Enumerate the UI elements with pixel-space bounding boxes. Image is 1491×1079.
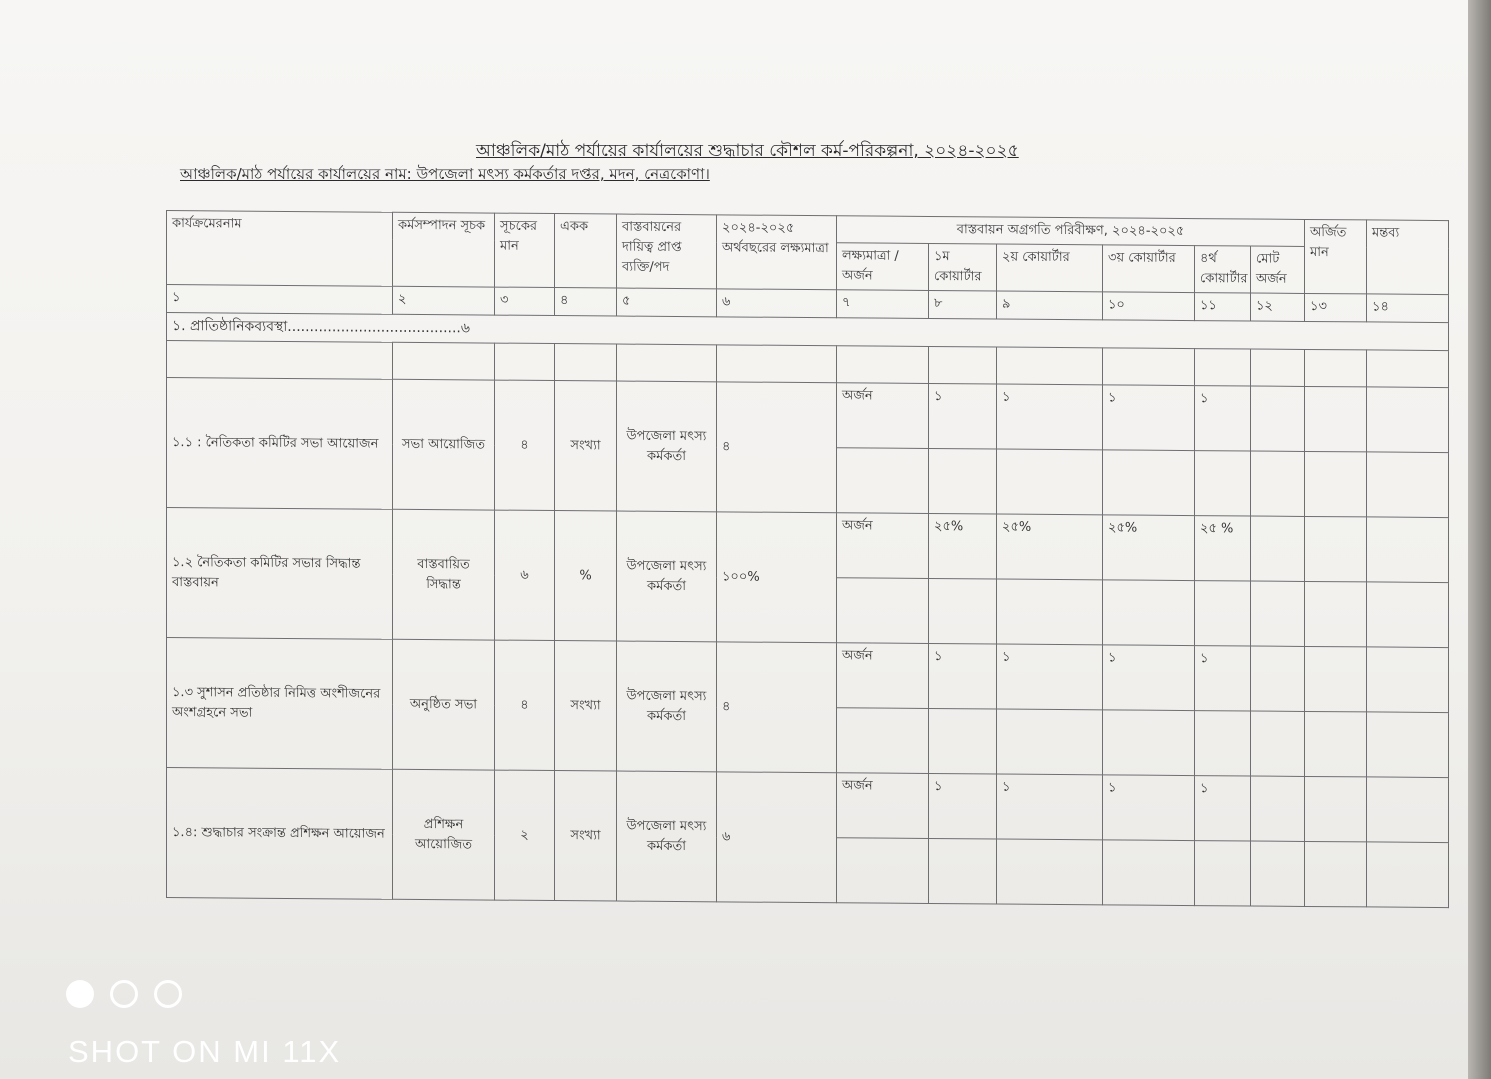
empty-cell bbox=[1103, 450, 1195, 516]
q4-achievement: ১ bbox=[1195, 646, 1251, 711]
dot-filled-icon bbox=[66, 980, 94, 1008]
empty-cell bbox=[1251, 711, 1305, 776]
empty-cell bbox=[929, 579, 997, 645]
empty-cell bbox=[997, 579, 1103, 645]
empty-cell bbox=[1367, 452, 1449, 518]
column-number: ৭ bbox=[837, 290, 929, 318]
empty-cell bbox=[1103, 840, 1195, 906]
responsible-person: উপজেলা মৎস্য কর্মকর্তা bbox=[617, 511, 717, 642]
annual-target: ৪ bbox=[717, 642, 837, 773]
activity-row bbox=[167, 508, 1449, 583]
empty-cell bbox=[1367, 712, 1449, 778]
empty-cell bbox=[1305, 452, 1367, 517]
achievement-label: অর্জন bbox=[837, 773, 929, 839]
responsible-person: উপজেলা মৎস্য কর্মকর্তা bbox=[617, 641, 717, 772]
indicator-value: ৪ bbox=[495, 640, 555, 770]
achieved-value-cell bbox=[1305, 777, 1367, 842]
q3-achievement: ২৫% bbox=[1103, 515, 1195, 581]
q4-achievement: ১ bbox=[1195, 386, 1251, 451]
empty-cell bbox=[1195, 451, 1251, 516]
empty-cell bbox=[1251, 841, 1305, 906]
q4-achievement: ১ bbox=[1195, 776, 1251, 841]
unit: সংখ্যা bbox=[555, 771, 617, 901]
achievement-label: অর্জন bbox=[837, 383, 929, 449]
section-title: ১. প্রাতিষ্ঠানিকব্যবস্থা.......................................৬ bbox=[167, 312, 1449, 351]
header-progress-group: বাস্তবায়ন অগ্রগতি পরিবীক্ষণ, ২০২৪-২০২৫ bbox=[837, 216, 1305, 247]
activity-name: ১.৩ সুশাসন প্রতিষ্ঠার নিমিত্ত অংশীজনের অংশগ্রহনে সভা bbox=[167, 638, 393, 770]
empty-cell bbox=[1195, 711, 1251, 776]
q1-achievement: ১ bbox=[929, 774, 997, 840]
dot-outline-icon bbox=[154, 980, 182, 1008]
header-q3: ৩য় কোয়ার্টার bbox=[1103, 245, 1195, 293]
remarks-cell bbox=[1367, 387, 1449, 453]
activity-row bbox=[167, 638, 1449, 713]
header-remarks: মন্তব্য bbox=[1367, 220, 1449, 295]
empty-cell bbox=[1103, 580, 1195, 646]
activity-name: ১.৪: শুদ্ধাচার সংক্রান্ত প্রশিক্ষন আয়োজন bbox=[167, 768, 393, 900]
indicator-value: ২ bbox=[495, 770, 555, 900]
q2-achievement: ১ bbox=[997, 384, 1103, 450]
empty-cell bbox=[1103, 710, 1195, 776]
header-achieved-value: অর্জিত মান bbox=[1305, 219, 1367, 294]
empty-cell bbox=[1305, 712, 1367, 777]
annual-target: ৪ bbox=[717, 382, 837, 513]
empty-cell bbox=[1251, 581, 1305, 646]
column-number: ১১ bbox=[1195, 293, 1251, 321]
empty-cell bbox=[1305, 582, 1367, 647]
header-q1: ১ম কোয়ার্টার bbox=[929, 244, 997, 292]
total-achievement-cell bbox=[1251, 646, 1305, 711]
q4-achievement: ২৫ % bbox=[1195, 516, 1251, 581]
empty-cell bbox=[1195, 581, 1251, 646]
header-q4: ৪র্থ কোয়ার্টার bbox=[1195, 246, 1251, 294]
q1-achievement: ২৫% bbox=[929, 514, 997, 580]
remarks-cell bbox=[1367, 647, 1449, 713]
achieved-value-cell bbox=[1305, 517, 1367, 582]
q3-achievement: ১ bbox=[1103, 775, 1195, 841]
activity-row bbox=[167, 378, 1449, 453]
achieved-value-cell bbox=[1305, 387, 1367, 452]
indicator-value: ৬ bbox=[495, 510, 555, 640]
document-title: আঞ্চলিক/মাঠ পর্যায়ের কার্যালয়ের শুদ্ধাচার কৌশল কর্ম-পরিকল্পনা, ২০২৪-২০২৫ bbox=[476, 141, 1019, 161]
empty-cell bbox=[1305, 842, 1367, 907]
empty-cell bbox=[1251, 451, 1305, 516]
performance-indicator: প্রশিক্ষন আয়োজিত bbox=[393, 770, 495, 901]
remarks-cell bbox=[1367, 517, 1449, 583]
total-achievement-cell bbox=[1251, 516, 1305, 581]
performance-indicator: অনুষ্ঠিত সভা bbox=[393, 640, 495, 771]
unit: সংখ্যা bbox=[555, 641, 617, 771]
empty-cell bbox=[837, 708, 929, 774]
empty-cell bbox=[837, 838, 929, 904]
performance-indicator: বাস্তবায়িত সিদ্ধান্ত bbox=[393, 510, 495, 641]
header-target-achievement: লক্ষ্যমাত্রা / অর্জন bbox=[837, 243, 929, 291]
activity-name: ১.১ : নৈতিকতা কমিটির সভা আয়োজন bbox=[167, 378, 393, 510]
header-responsible: বাস্তবায়নের দায়িত্ব প্রাপ্ত ব্যক্তি/পদ bbox=[617, 214, 717, 289]
annual-target: ৬ bbox=[717, 772, 837, 903]
empty-cell bbox=[929, 709, 997, 775]
dot-outline-icon bbox=[110, 980, 138, 1008]
column-number: ৯ bbox=[997, 291, 1103, 319]
office-name-line: আঞ্চলিক/মাঠ পর্যায়ের কার্যালয়ের নাম: উপজেলা মৎস্য কর্মকর্তার দপ্তর, মদন, নেত্রকোণা। bbox=[180, 165, 710, 183]
unit: % bbox=[555, 511, 617, 641]
header-activity: কার্যক্রমেরনাম bbox=[167, 211, 393, 287]
empty-cell bbox=[837, 448, 929, 514]
empty-cell bbox=[1195, 841, 1251, 906]
column-number: ৪ bbox=[555, 288, 617, 316]
column-number: ১ bbox=[167, 285, 393, 314]
achievement-label: অর্জন bbox=[837, 643, 929, 709]
activity-name: ১.২ নৈতিকতা কমিটির সভার সিদ্ধান্ত বাস্তবায়ন bbox=[167, 508, 393, 640]
empty-cell bbox=[837, 578, 929, 644]
empty-cell bbox=[929, 449, 997, 515]
header-total-achievement: মোট অর্জন bbox=[1251, 246, 1305, 294]
camera-dots bbox=[66, 980, 182, 1008]
q2-achievement: ২৫% bbox=[997, 514, 1103, 580]
q1-achievement: ১ bbox=[929, 384, 997, 450]
column-number: ৬ bbox=[717, 289, 837, 317]
column-number: ১৩ bbox=[1305, 294, 1367, 322]
total-achievement-cell bbox=[1251, 776, 1305, 841]
empty-cell bbox=[997, 839, 1103, 905]
action-plan-table bbox=[166, 210, 1449, 908]
column-number: ৫ bbox=[617, 288, 717, 316]
column-number: ১৪ bbox=[1367, 294, 1449, 322]
performance-indicator: সভা আয়োজিত bbox=[393, 380, 495, 511]
empty-cell bbox=[997, 449, 1103, 515]
column-number: ৮ bbox=[929, 291, 997, 319]
achievement-label: অর্জন bbox=[837, 513, 929, 579]
column-number: ২ bbox=[393, 287, 495, 315]
paper-edge-shadow bbox=[1468, 0, 1491, 1079]
header-unit: একক bbox=[555, 214, 617, 289]
achieved-value-cell bbox=[1305, 647, 1367, 712]
responsible-person: উপজেলা মৎস্য কর্মকর্তা bbox=[617, 771, 717, 902]
column-number: ১২ bbox=[1251, 293, 1305, 321]
activity-row bbox=[167, 768, 1449, 843]
indicator-value: ৪ bbox=[495, 380, 555, 510]
q2-achievement: ১ bbox=[997, 774, 1103, 840]
header-target: ২০২৪-২০২৫ অর্থবছরের লক্ষ্যমাত্রা bbox=[717, 215, 837, 290]
header-indicator: কর্মসম্পাদন সূচক bbox=[393, 212, 495, 287]
q3-achievement: ১ bbox=[1103, 385, 1195, 451]
remarks-cell bbox=[1367, 777, 1449, 843]
q2-achievement: ১ bbox=[997, 644, 1103, 710]
column-number: ১০ bbox=[1103, 292, 1195, 320]
header-indicator-value: সূচকের মান bbox=[495, 213, 555, 288]
empty-cell bbox=[1367, 582, 1449, 648]
total-achievement-cell bbox=[1251, 386, 1305, 451]
camera-watermark: SHOT ON MI 11X bbox=[68, 1034, 342, 1069]
empty-cell bbox=[997, 709, 1103, 775]
empty-cell bbox=[929, 839, 997, 905]
column-number: ৩ bbox=[495, 288, 555, 316]
q3-achievement: ১ bbox=[1103, 645, 1195, 711]
header-q2: ২য় কোয়ার্টার bbox=[997, 244, 1103, 292]
empty-cell bbox=[1367, 842, 1449, 908]
q1-achievement: ১ bbox=[929, 644, 997, 710]
annual-target: ১০০% bbox=[717, 512, 837, 643]
unit: সংখ্যা bbox=[555, 381, 617, 511]
responsible-person: উপজেলা মৎস্য কর্মকর্তা bbox=[617, 381, 717, 512]
